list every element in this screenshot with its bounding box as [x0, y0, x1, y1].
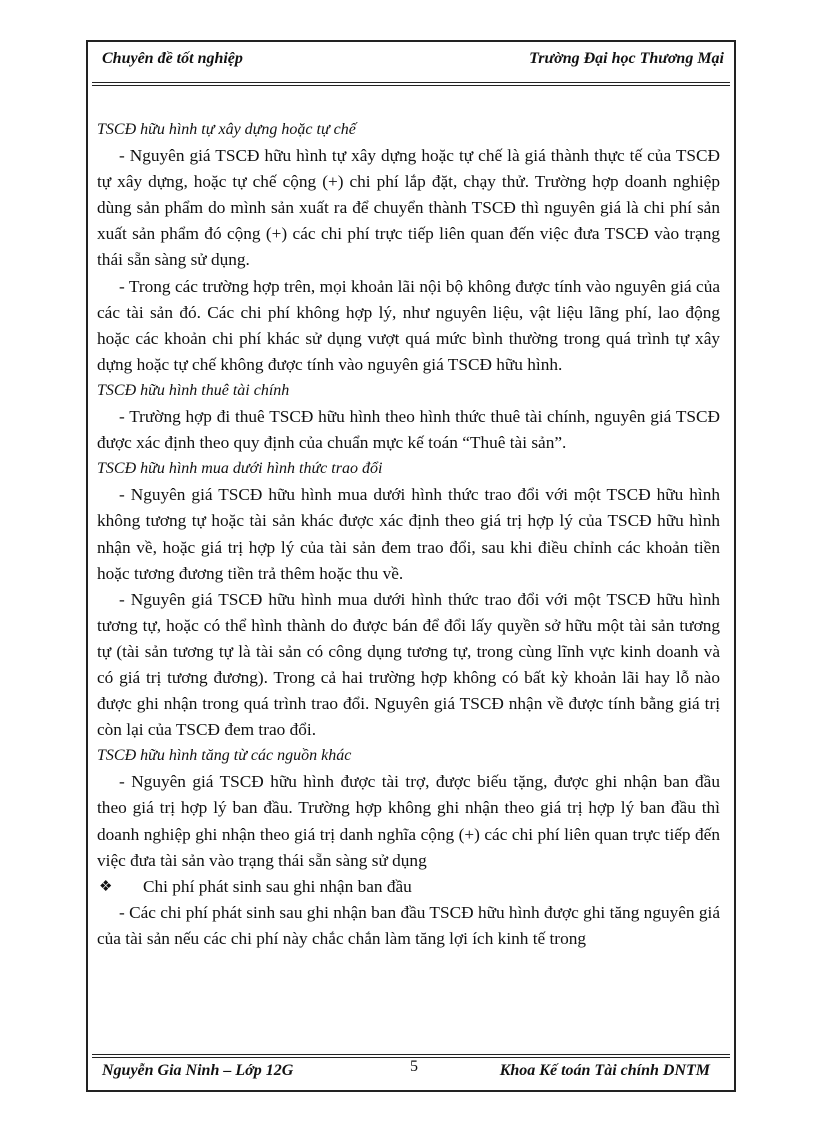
diamond-bullet-icon: ❖ [99, 878, 113, 895]
header-right-title: Trường Đại học Thương Mại [529, 50, 724, 67]
footer-author: Nguyễn Gia Ninh – Lớp 12G [102, 1062, 294, 1079]
footer-department: Khoa Kế toán Tài chính DNTM [499, 1062, 710, 1079]
header-rule [92, 82, 730, 86]
paragraph: - Trong các trường hợp trên, mọi khoản lãi nội bộ không được tính vào nguyên giá của các tài sản đó. Các chi phí không hợp lý, như nguyên liệu, vật liệu lãng phí, lao động hoặc các khoản chi phí khác sử dụng vượt quá mức bình thường trong quá trình tự xây dựng hoặc tự chế không được tính vào nguyên giá TSCĐ hữu hình. [97, 276, 720, 374]
paragraph: - Các chi phí phát sinh sau ghi nhận ban đầu TSCĐ hữu hình được ghi tăng nguyên giá của tài sản nếu các chi phí này chắc chắn làm tăng lợi ích kinh tế trong [97, 902, 720, 948]
paragraph: - Nguyên giá TSCĐ hữu hình được tài trợ, được biếu tặng, được ghi nhận ban đầu theo giá trị hợp lý ban đầu. Trường hợp không ghi nhận theo giá trị hợp lý ban đầu thì doanh nghiệp ghi nhận theo giá trị danh nghĩa cộng (+) các chi phí liên quan trực tiếp đến việc đưa tài sản vào trạng thái sẵn sàng sử dụng [97, 772, 720, 870]
paragraph: - Nguyên giá TSCĐ hữu hình tự xây dựng hoặc tự chế là giá thành thực tế của TSCĐ tự xây dựng, hoặc tự chế cộng (+) chi phí lắp đặt, chạy thử. Trường hợp doanh nghiệp dùng sản phẩm do mình sản xuất ra để chuyển thành TSCĐ thì nguyên giá là chi phí sản xuất sản phẩm đó cộng (+) các chi phí trực tiếp liên quan đến việc đưa TSCĐ vào trạng thái sẵn sàng sử dụng. [97, 146, 720, 270]
paragraph: - Trường hợp đi thuê TSCĐ hữu hình theo hình thức thuê tài chính, nguyên giá TSCĐ được xác định theo quy định của chuẩn mực kế toán “Thuê tài sản”. [97, 407, 720, 453]
section-heading: TSCĐ hữu hình tăng từ các nguồn khác [97, 747, 352, 765]
paragraph: - Nguyên giá TSCĐ hữu hình mua dưới hình thức trao đổi với một TSCĐ hữu hình tương tự, hoặc có thể hình thành do được bán để đổi lấy quyền sở hữu một tài sản tương tự (tài sản tương tự là tài sản có công dụng tương tự, trong cùng lĩnh vực kinh doanh và có giá trị tương đương). Trong cả hai trường hợp không có bất kỳ khoản lãi hay lỗ nào được ghi nhận trong quá trình trao đổi. Nguyên giá TSCĐ nhận về được tính bằng giá trị còn lại của TSCĐ đem trao đổi. [97, 589, 720, 740]
section-heading: TSCĐ hữu hình tự xây dựng hoặc tự chế [97, 121, 356, 138]
page-footer [100, 1058, 724, 1086]
bullet-heading [97, 874, 720, 900]
page-number: 5 [410, 1058, 418, 1075]
document-body [97, 117, 720, 952]
bullet-heading-text: Chi phí phát sinh sau ghi nhận ban đầu [143, 876, 412, 896]
section-heading: TSCĐ hữu hình thuê tài chính [97, 381, 290, 399]
paragraph: - Nguyên giá TSCĐ hữu hình mua dưới hình thức trao đổi với một TSCĐ hữu hình không tương tự hoặc tài sản khác được xác định theo giá trị hợp lý của TSCĐ hữu hình nhận về, hoặc giá trị hợp lý của tài sản đem trao đổi, sau khi điều chỉnh các khoản tiền hoặc tương đương tiền trả thêm hoặc thu về. [97, 485, 720, 583]
section-heading: TSCĐ hữu hình mua dưới hình thức trao đổi [97, 460, 383, 478]
page-header [100, 50, 724, 78]
header-left-title: Chuyên đề tốt nghiệp [102, 50, 243, 67]
